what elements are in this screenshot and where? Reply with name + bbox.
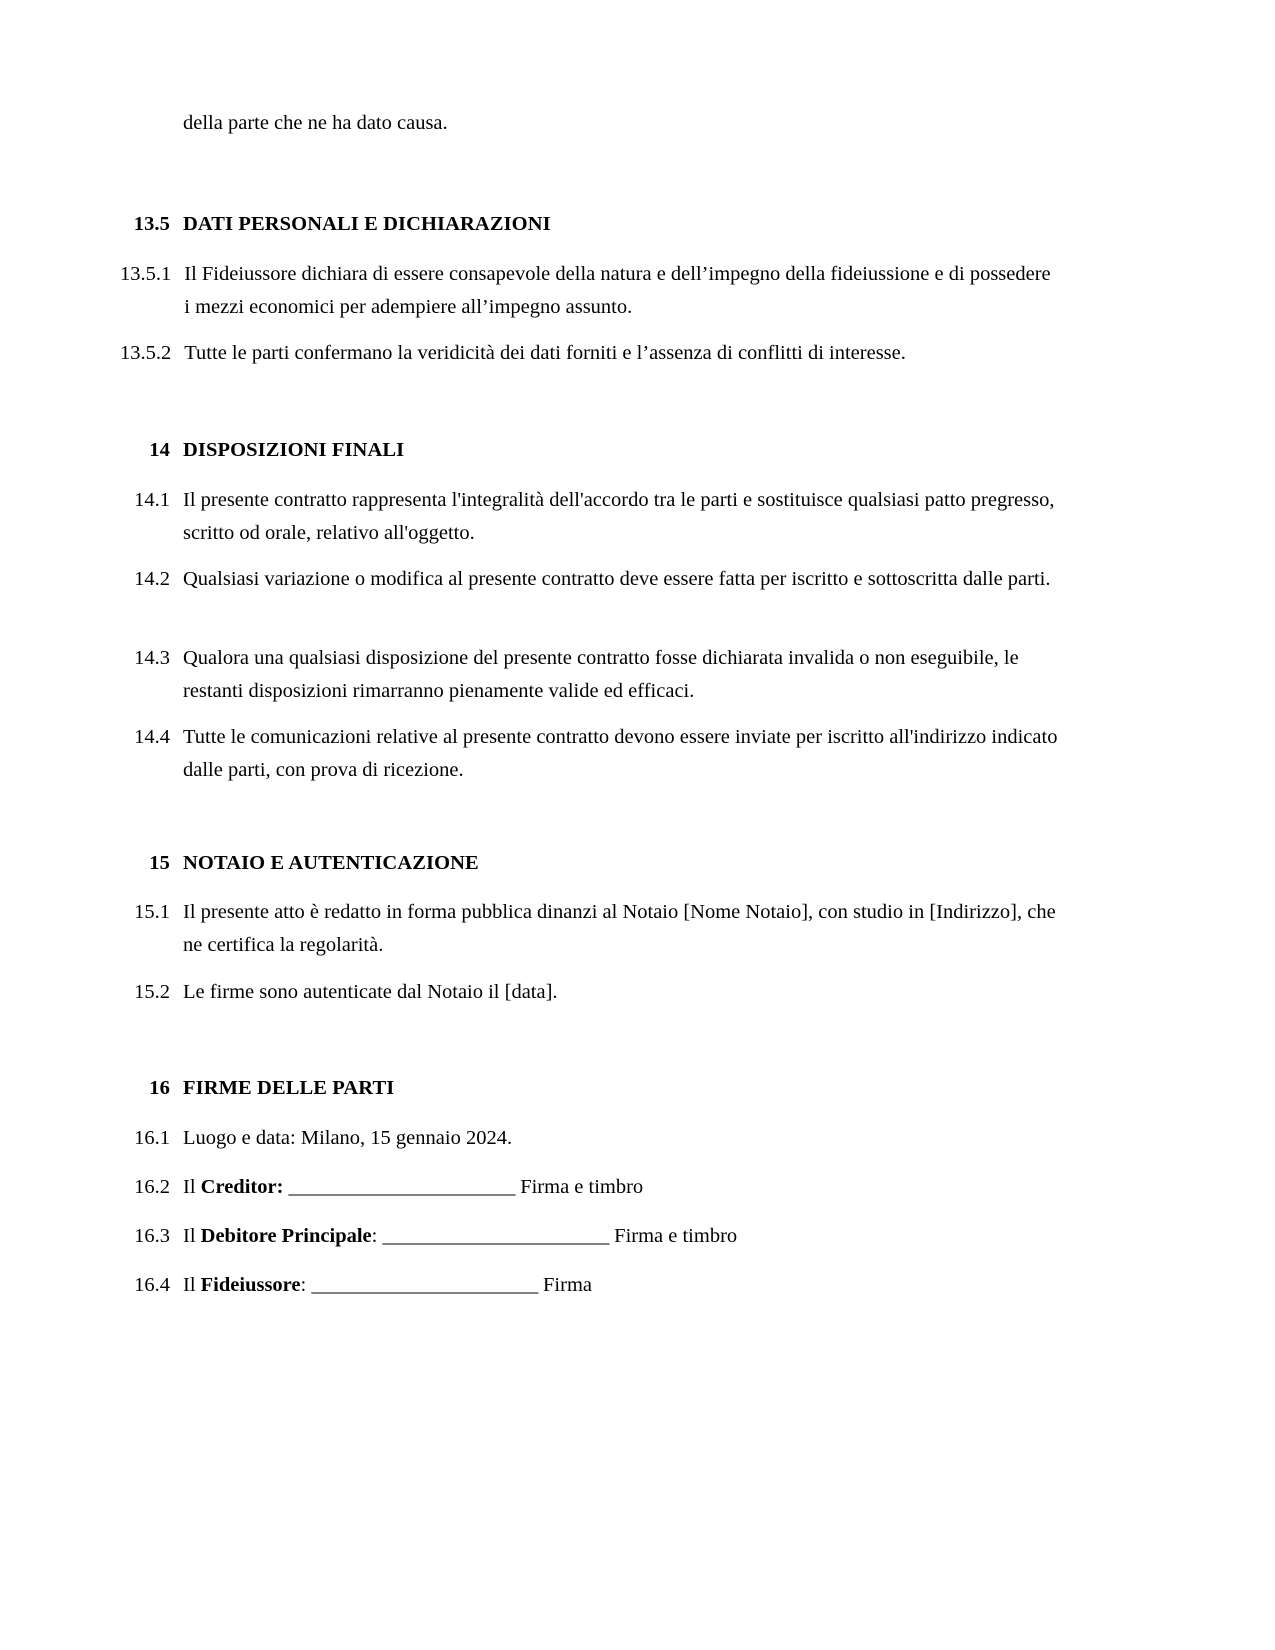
- signature-fill-rule[interactable]: _______________________: [311, 1274, 538, 1296]
- clause-14-4: [120, 721, 1060, 787]
- signature-lead-in: Il: [183, 1225, 196, 1247]
- clause-number: 14.1: [134, 489, 170, 511]
- clause-number: 16.1: [134, 1127, 170, 1149]
- signature-colon: :: [276, 1176, 284, 1198]
- clause-13-5-2: [120, 337, 1060, 370]
- clause-text: Il presente atto è redatto in forma pubblica dinanzi al Notaio [Nome Notaio], con studio in [Indirizzo], che ne certifica la regolarità.: [183, 901, 1056, 956]
- clause-15-2: [120, 976, 1060, 1009]
- clause-number: 16.2: [134, 1176, 170, 1198]
- clause-text: Il Fideiussore dichiara di essere consapevole della natura e dell’impegno della fideiussione e di possedere i mezzi economici per adempiere all’impegno assunto.: [184, 263, 1051, 318]
- section-title: FIRME DELLE PARTI: [183, 1077, 395, 1099]
- clause-14-3: [120, 642, 1060, 708]
- clause-number: 13.5.1: [120, 263, 172, 285]
- signature-lead-in: Il: [183, 1176, 196, 1198]
- signature-line-16-3: [120, 1220, 1060, 1253]
- clause-16-1: [120, 1122, 1060, 1155]
- section-number: 15: [149, 852, 170, 874]
- signature-trailing-label: Firma e timbro: [520, 1176, 644, 1198]
- clause-number: 16.3: [134, 1225, 170, 1247]
- section-heading-14: [120, 435, 1060, 465]
- signature-row: [183, 1269, 1060, 1302]
- section-title: NOTAIO E AUTENTICAZIONE: [183, 852, 479, 874]
- clause-number: 15.2: [134, 981, 170, 1003]
- section-heading-15: [120, 848, 1060, 878]
- signature-trailing-label: Firma e timbro: [614, 1225, 738, 1247]
- clause-number: 14.3: [134, 647, 170, 669]
- clause-number: 15.1: [134, 901, 170, 923]
- signature-party-name: Fideiussore: [200, 1274, 301, 1296]
- clause-number: 16.4: [134, 1274, 170, 1296]
- clause-text: Qualora una qualsiasi disposizione del presente contratto fosse dichiarata invalida o non eseguibile, le restanti disposizioni rimarranno pienamente valide ed efficaci.: [183, 647, 1019, 702]
- section-number: 14: [149, 439, 170, 461]
- section-number: 13.5: [133, 213, 170, 235]
- signature-party-name: Creditor: [200, 1176, 277, 1198]
- clause-number: 14.2: [134, 568, 170, 590]
- signature-trailing-label: Firma: [543, 1274, 592, 1296]
- continuation-paragraph: [120, 107, 1060, 140]
- clause-13-5-1: [120, 258, 1060, 324]
- section-heading-16: [120, 1073, 1060, 1103]
- clause-text: Tutte le parti confermano la veridicità dei dati forniti e l’assenza di conflitti di interesse.: [184, 342, 906, 364]
- section-title: DISPOSIZIONI FINALI: [183, 439, 405, 461]
- clause-number: 14.4: [134, 726, 170, 748]
- clause-text: Tutte le comunicazioni relative al presente contratto devono essere inviate per iscritto all'indirizzo indicato dalle parti, con prova di ricezione.: [183, 726, 1058, 781]
- section-title: DATI PERSONALI E DICHIARAZIONI: [183, 213, 551, 235]
- section-number: 16: [149, 1077, 170, 1099]
- signature-line-16-4: [120, 1269, 1060, 1302]
- signature-row: [183, 1220, 1060, 1253]
- signature-colon: :: [300, 1274, 307, 1296]
- clause-number: 13.5.2: [120, 342, 172, 364]
- signature-line-16-2: [120, 1171, 1060, 1204]
- signature-fill-rule[interactable]: _______________________: [382, 1225, 610, 1247]
- clause-14-1: [120, 484, 1060, 550]
- signature-fill-rule[interactable]: _______________________: [288, 1176, 516, 1198]
- clause-14-2: [120, 563, 1060, 596]
- signature-row: [183, 1171, 1060, 1204]
- clause-text: Luogo e data: Milano, 15 gennaio 2024.: [183, 1127, 513, 1149]
- clause-text: Qualsiasi variazione o modifica al presente contratto deve essere fatta per iscritto e sottoscritta dalle parti.: [183, 568, 1051, 590]
- continuation-text: della parte che ne ha dato causa.: [183, 112, 448, 134]
- signature-lead-in: Il: [183, 1274, 196, 1296]
- section-heading-13-5: [120, 209, 1060, 239]
- signature-party-name: Debitore Principale: [200, 1225, 372, 1247]
- clause-15-1: [120, 896, 1060, 962]
- signature-colon: :: [371, 1225, 378, 1247]
- clause-text: Il presente contratto rappresenta l'integralità dell'accordo tra le parti e sostituisce qualsiasi patto pregresso, scritto od orale, relativo all'oggetto.: [183, 489, 1055, 544]
- clause-text: Le firme sono autenticate dal Notaio il [data].: [183, 981, 558, 1003]
